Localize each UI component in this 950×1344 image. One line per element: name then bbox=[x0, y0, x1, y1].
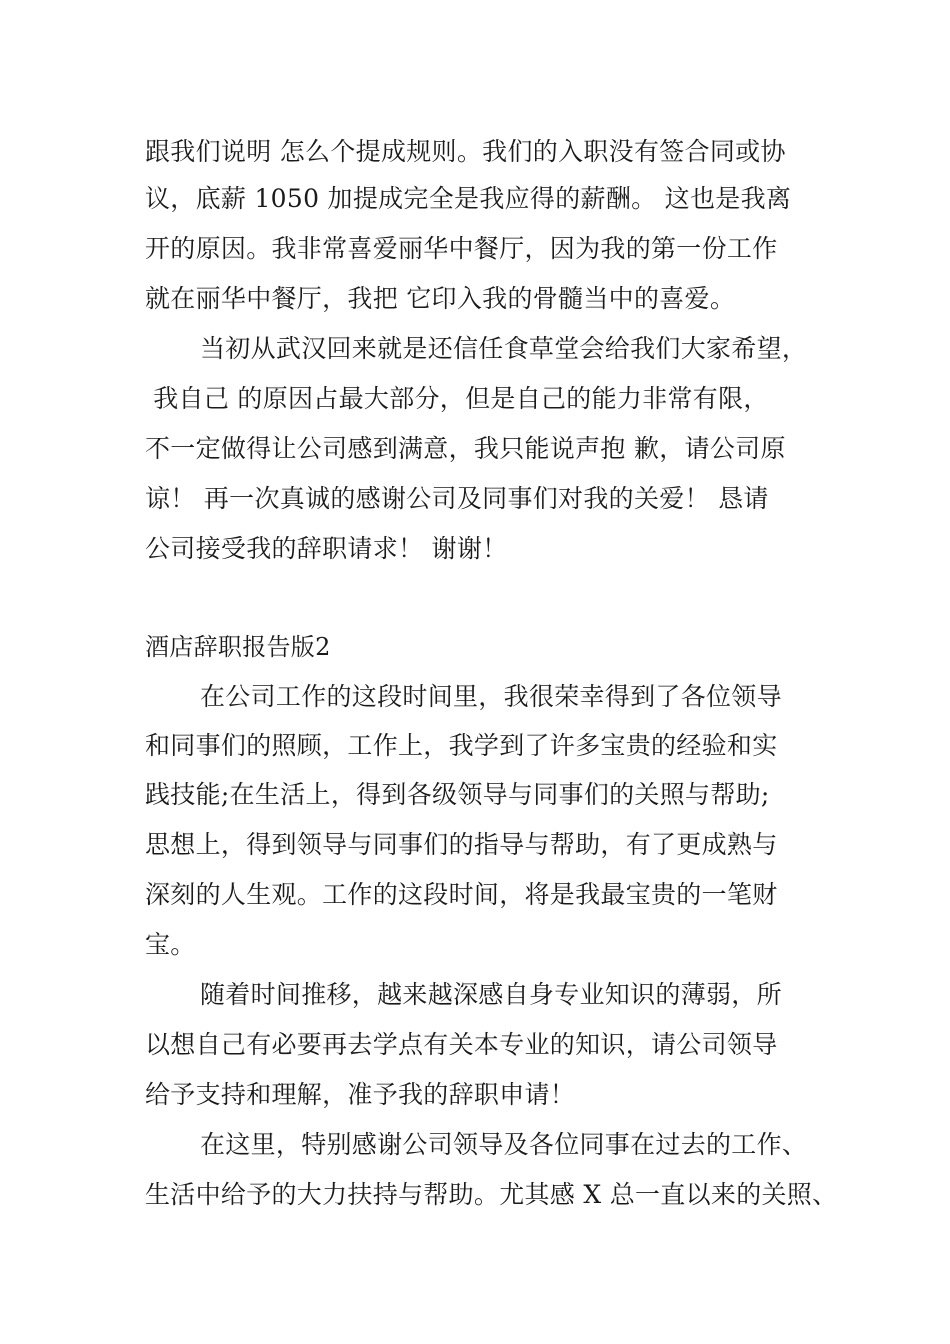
paragraph-line: 深刻的人生观。工作的这段时间，将是我最宝贵的一笔财 bbox=[145, 880, 778, 909]
paragraph-line: 跟我们说明 怎么个提成规则。我们的入职没有签合同或协 bbox=[145, 137, 786, 166]
paragraph-line: 我自己 的原因占最大部分，但是自己的能力非常有限， bbox=[145, 384, 769, 413]
paragraph-line: 践技能;在生活上，得到各级领导与同事们的关照与帮助; bbox=[145, 780, 770, 809]
paragraph-line: 开的原因。我非常喜爱丽华中餐厅，因为我的第一份工作 bbox=[145, 234, 778, 263]
paragraph-line: 谅！ 再一次真诚的感谢公司及同事们对我的关爱！ 恳请 bbox=[145, 484, 769, 513]
paragraph-line: 和同事们的照顾，工作上，我学到了许多宝贵的经验和实 bbox=[145, 731, 778, 760]
paragraph-line: 以想自己有必要再去学点有关本专业的知识，请公司领导 bbox=[145, 1030, 778, 1059]
paragraph-line: 给予支持和理解，准予我的辞职申请！ bbox=[145, 1080, 576, 1109]
paragraph-line: 思想上，得到领导与同事们的指导与帮助，有了更成熟与 bbox=[145, 830, 778, 859]
paragraph-line: 在这里，特别感谢公司领导及各位同事在过去的工作、 bbox=[200, 1130, 808, 1159]
paragraph-line: 公司接受我的辞职请求！ 谢谢！ bbox=[145, 534, 508, 563]
paragraph-line: 宝。 bbox=[145, 930, 196, 959]
paragraph-line: 不一定做得让公司感到满意，我只能说声抱 歉，请公司原 bbox=[145, 434, 786, 463]
section-heading: 酒店辞职报告版2 bbox=[145, 633, 331, 661]
paragraph-line: 生活中给予的大力扶持与帮助。尤其感 X 总一直以来的关照、 bbox=[145, 1180, 838, 1209]
paragraph-line: 随着时间推移，越来越深感自身专业知识的薄弱，所 bbox=[200, 980, 782, 1009]
paragraph-line: 在公司工作的这段时间里，我很荣幸得到了各位领导 bbox=[200, 682, 782, 711]
paragraph-line: 当初从武汉回来就是还信任食草堂会给我们大家希望， bbox=[200, 334, 808, 363]
paragraph-line: 就在丽华中餐厅，我把 它印入我的骨髓当中的喜爱。 bbox=[145, 284, 736, 313]
paragraph-line: 议，底薪 1050 加提成完全是我应得的薪酬。 这也是我离 bbox=[145, 184, 792, 213]
